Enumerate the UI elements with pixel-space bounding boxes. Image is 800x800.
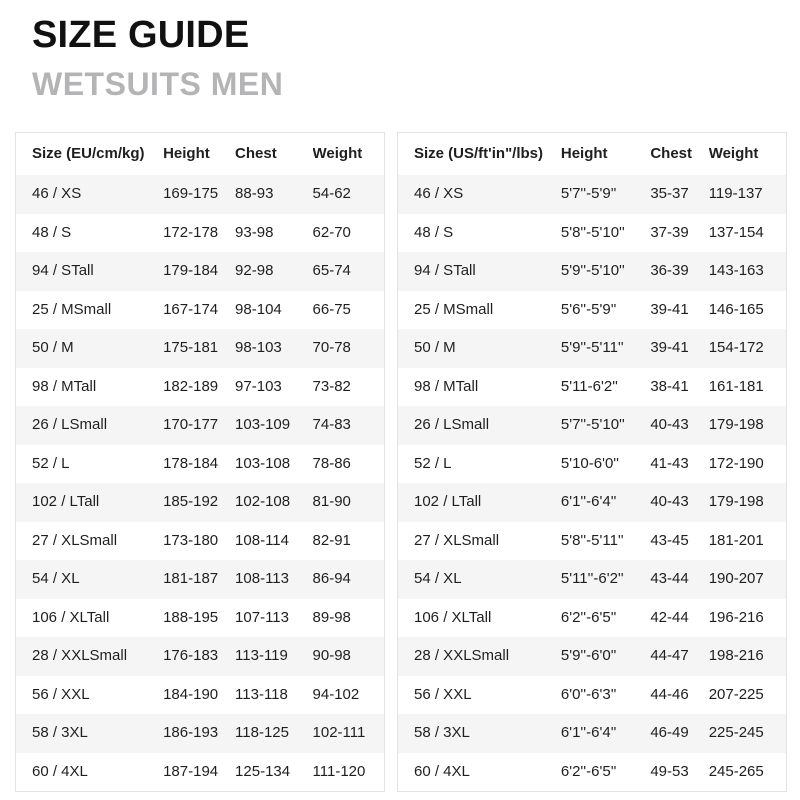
table-cell: 73-82 — [312, 377, 351, 395]
column-header: Weight — [312, 144, 363, 162]
table-cell: 52 / L — [32, 454, 70, 472]
table-cell: 102-108 — [235, 493, 291, 511]
table-cell: 66-75 — [312, 300, 351, 318]
table-row — [398, 252, 787, 291]
table-cell: 102 / LTall — [414, 493, 482, 511]
table-cell: 182-189 — [163, 377, 219, 395]
table-cell: 52 / L — [414, 454, 452, 472]
table-row — [398, 291, 787, 330]
table-cell: 102 / LTall — [32, 493, 100, 511]
table-cell: 111-120 — [312, 762, 366, 780]
column-header: Size (US/ft'in"/lbs) — [414, 144, 544, 162]
table-row — [16, 175, 385, 214]
table-cell: 172-178 — [163, 223, 219, 241]
table-cell: 42-44 — [650, 608, 689, 626]
table-row — [398, 637, 787, 676]
table-cell: 70-78 — [312, 339, 351, 357]
table-cell: 97-103 — [235, 377, 282, 395]
table-row — [16, 214, 385, 253]
column-header: Weight — [708, 144, 759, 162]
table-row — [16, 522, 385, 561]
table-cell: 54 / XL — [414, 570, 462, 588]
table-cell: 46 / XS — [414, 185, 464, 203]
table-cell: 48 / S — [32, 223, 72, 241]
table-cell: 6'2''-6'5'' — [560, 608, 617, 626]
table-cell: 167-174 — [163, 300, 219, 318]
column-header: Height — [163, 144, 210, 162]
table-cell: 26 / LSmall — [32, 416, 108, 434]
table-row — [16, 560, 385, 599]
table-row — [398, 522, 787, 561]
table-cell: 143-163 — [708, 262, 764, 280]
table-row — [16, 291, 385, 330]
table-cell: 94-102 — [312, 685, 360, 703]
table-cell: 108-113 — [235, 570, 289, 588]
table-row — [16, 406, 385, 445]
table-cell: 125-134 — [235, 762, 291, 780]
table-cell: 27 / XLSmall — [32, 531, 118, 549]
table-row — [16, 714, 385, 753]
table-cell: 108-114 — [235, 531, 289, 549]
table-row — [398, 483, 787, 522]
table-row — [16, 676, 385, 715]
table-cell: 184-190 — [163, 685, 219, 703]
table-cell: 102-111 — [312, 724, 366, 742]
table-cell: 62-70 — [312, 223, 351, 241]
table-cell: 169-175 — [163, 185, 219, 203]
table-cell: 5'11''-6'2'' — [560, 570, 624, 588]
table-row — [398, 406, 787, 445]
table-cell: 58 / 3XL — [414, 724, 470, 742]
table-cell: 5'10-6'0'' — [560, 454, 620, 472]
table-cell: 5'8''-5'11'' — [560, 531, 624, 549]
table-cell: 198-216 — [708, 647, 764, 665]
table-cell: 92-98 — [235, 262, 274, 280]
table-cell: 185-192 — [163, 493, 219, 511]
table-row — [398, 329, 787, 368]
table-cell: 118-125 — [235, 724, 289, 742]
table-cell: 39-41 — [650, 300, 689, 318]
table-cell: 25 / MSmall — [32, 300, 112, 318]
column-header: Size (EU/cm/kg) — [32, 144, 145, 162]
table-cell: 173-180 — [163, 531, 219, 549]
table-cell: 113-118 — [235, 685, 288, 703]
table-cell: 113-119 — [235, 647, 288, 665]
table-row — [16, 753, 385, 792]
table-cell: 46 / XS — [32, 185, 82, 203]
table-cell: 65-74 — [312, 262, 351, 280]
table-cell: 98 / MTall — [414, 377, 479, 395]
table-cell: 179-184 — [163, 262, 219, 280]
table-cell: 54-62 — [312, 185, 351, 203]
column-header: Height — [560, 144, 608, 162]
table-cell: 245-265 — [708, 762, 764, 780]
table-row — [16, 599, 385, 638]
table-cell: 6'1''-6'4'' — [560, 493, 617, 511]
table-cell: 6'2''-6'5'' — [560, 762, 617, 780]
table-cell: 5'9''-5'10'' — [560, 262, 625, 280]
table-cell: 161-181 — [708, 377, 764, 395]
table-header-eu — [16, 132, 385, 175]
table-cell: 170-177 — [163, 416, 219, 434]
table-cell: 98 / MTall — [32, 377, 97, 395]
table-row — [398, 714, 787, 753]
table-cell: 172-190 — [708, 454, 764, 472]
table-cell: 179-198 — [708, 493, 764, 511]
table-cell: 178-184 — [163, 454, 219, 472]
table-cell: 56 / XXL — [32, 685, 90, 703]
table-cell: 50 / M — [32, 339, 74, 357]
table-cell: 176-183 — [163, 647, 219, 665]
table-cell: 190-207 — [708, 570, 764, 588]
table-cell: 28 / XXLSmall — [414, 647, 510, 665]
table-row — [398, 753, 787, 792]
table-cell: 39-41 — [650, 339, 689, 357]
table-cell: 90-98 — [312, 647, 351, 665]
table-cell: 175-181 — [163, 339, 219, 357]
table-cell: 186-193 — [163, 724, 219, 742]
table-cell: 154-172 — [708, 339, 764, 357]
table-cell: 98-103 — [235, 339, 282, 357]
table-cell: 5'9''-6'0'' — [560, 647, 617, 665]
table-cell: 179-198 — [708, 416, 764, 434]
table-cell: 146-165 — [708, 300, 764, 318]
table-row — [398, 175, 787, 214]
table-cell: 98-104 — [235, 300, 282, 318]
table-cell: 5'7''-5'10'' — [560, 416, 625, 434]
table-cell: 74-83 — [312, 416, 351, 434]
table-cell: 54 / XL — [32, 570, 80, 588]
table-cell: 40-43 — [650, 416, 689, 434]
size-tables-container — [15, 132, 800, 793]
table-cell: 27 / XLSmall — [414, 531, 500, 549]
table-cell: 36-39 — [650, 262, 689, 280]
table-cell: 188-195 — [163, 608, 219, 626]
column-header: Chest — [650, 144, 693, 162]
table-cell: 119-137 — [708, 185, 763, 203]
table-row — [398, 560, 787, 599]
table-cell: 35-37 — [650, 185, 689, 203]
table-cell: 43-44 — [650, 570, 689, 588]
table-row — [16, 252, 385, 291]
table-cell: 93-98 — [235, 223, 274, 241]
table-cell: 5'11-6'2'' — [560, 377, 618, 395]
table-cell: 94 / STall — [414, 262, 476, 280]
table-row — [398, 599, 787, 638]
table-cell: 5'7''-5'9'' — [560, 185, 617, 203]
table-cell: 196-216 — [708, 608, 764, 626]
table-cell: 6'0''-6'3'' — [560, 685, 617, 703]
table-cell: 225-245 — [708, 724, 764, 742]
table-row — [16, 445, 385, 484]
table-row — [16, 329, 385, 368]
table-cell: 28 / XXLSmall — [32, 647, 128, 665]
column-header: Chest — [235, 144, 277, 162]
table-cell: 88-93 — [235, 185, 274, 203]
table-cell: 48 / S — [414, 223, 454, 241]
table-cell: 58 / 3XL — [32, 724, 88, 742]
table-cell: 60 / 4XL — [414, 762, 470, 780]
table-cell: 5'9''-5'11'' — [560, 339, 624, 357]
table-cell: 49-53 — [650, 762, 689, 780]
table-cell: 44-46 — [650, 685, 689, 703]
table-cell: 181-201 — [708, 531, 764, 549]
table-cell: 26 / LSmall — [414, 416, 490, 434]
table-cell: 37-39 — [650, 223, 689, 241]
table-cell: 207-225 — [708, 685, 764, 703]
table-row — [16, 368, 385, 407]
table-cell: 6'1''-6'4'' — [560, 724, 617, 742]
table-cell: 41-43 — [650, 454, 689, 472]
table-cell: 94 / STall — [32, 262, 94, 280]
table-row — [398, 368, 787, 407]
table-cell: 107-113 — [235, 608, 289, 626]
table-cell: 181-187 — [163, 570, 219, 588]
table-cell: 78-86 — [312, 454, 351, 472]
table-cell: 60 / 4XL — [32, 762, 88, 780]
table-cell: 137-154 — [708, 223, 764, 241]
page-subtitle: WETSUITS MEN — [32, 65, 284, 102]
table-row — [398, 676, 787, 715]
table-cell: 5'8''-5'10'' — [560, 223, 625, 241]
table-cell: 38-41 — [650, 377, 689, 395]
table-cell: 44-47 — [650, 647, 689, 665]
table-row — [16, 637, 385, 676]
table-cell: 187-194 — [163, 762, 219, 780]
table-cell: 103-108 — [235, 454, 291, 472]
table-cell: 89-98 — [312, 608, 351, 626]
table-cell: 40-43 — [650, 493, 689, 511]
table-cell: 50 / M — [414, 339, 456, 357]
table-cell: 43-45 — [650, 531, 689, 549]
table-cell: 86-94 — [312, 570, 351, 588]
table-cell: 103-109 — [235, 416, 291, 434]
size-table-us — [397, 132, 787, 793]
table-row — [398, 214, 787, 253]
table-cell: 56 / XXL — [414, 685, 472, 703]
table-cell: 25 / MSmall — [414, 300, 494, 318]
table-cell: 5'6''-5'9'' — [560, 300, 617, 318]
size-table-eu — [15, 132, 385, 793]
table-row — [16, 483, 385, 522]
table-header-us — [398, 132, 787, 175]
table-cell: 106 / XLTall — [32, 608, 110, 626]
table-cell: 81-90 — [312, 493, 351, 511]
page-title: SIZE GUIDE — [32, 14, 250, 56]
table-row — [398, 445, 787, 484]
table-cell: 82-91 — [312, 531, 351, 549]
table-cell: 106 / XLTall — [414, 608, 492, 626]
table-cell: 46-49 — [650, 724, 689, 742]
